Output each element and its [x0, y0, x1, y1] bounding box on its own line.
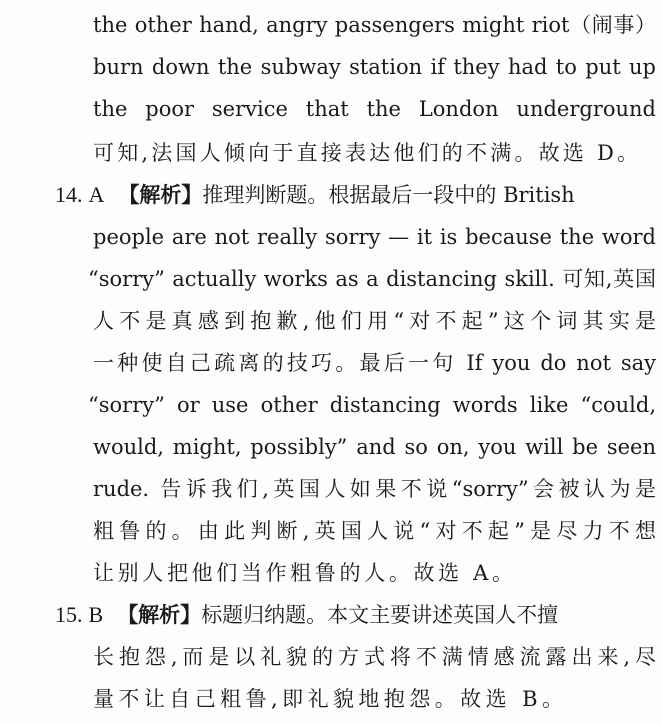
question-15-line: 量不让自己粗鲁,即礼貌地抱怨。故选 B。: [93, 687, 563, 711]
question-14-line: people are not really sorry — it is because the word: [93, 225, 656, 249]
question-14-number: 14.: [55, 182, 83, 207]
question-14-analysis-tag: 【解析】: [118, 183, 203, 207]
continuation-line: the poor service that the London underground: [93, 97, 656, 121]
question-14-line: 让别人把他们当作粗鲁的人。故选 A。: [93, 561, 513, 585]
question-14-answer: A: [88, 182, 105, 207]
question-14-line: 人不是真感到抱歉,他们用“对不起”这个词其实是: [93, 309, 656, 333]
question-15-answer: B: [88, 602, 104, 627]
question-14-line: “sorry” or use other distancing words like “could,: [88, 393, 656, 417]
question-15-analysis-tag: 【解析】: [117, 603, 202, 627]
question-15-header: [55, 600, 656, 630]
continuation-line: the other hand, angry passengers might riot（闹事）: [93, 13, 656, 37]
question-14-line: “sorry” actually works as a distancing skill. 可知,英国: [88, 267, 656, 291]
question-14-line: rude. 告诉我们,英国人如果不说“sorry”会被认为是: [93, 477, 656, 501]
question-14-line: 一种使自己疏离的技巧。最后一句 If you do not say: [93, 351, 656, 375]
question-14-line: 粗鲁的。由此判断,英国人说“对不起”是尽力不想: [93, 519, 656, 543]
question-14-line: would, might, possibly” and so on, you will be seen: [93, 435, 656, 459]
continuation-line: burn down the subway station if they had to put up: [93, 55, 656, 79]
question-15-line: 长抱怨,而是以礼貌的方式将不满情感流露出来,尽: [93, 645, 656, 669]
question-14-header: [55, 180, 656, 210]
question-15-first-line: 标题归纳题。本文主要讲述英国人不擅: [201, 603, 559, 627]
question-15-number: 15.: [55, 602, 83, 627]
question-14-first-line: 推理判断题。根据最后一段中的 British: [202, 183, 575, 207]
continuation-line: 可知,法国人倾向于直接表达他们的不满。故选 D。: [93, 141, 638, 165]
